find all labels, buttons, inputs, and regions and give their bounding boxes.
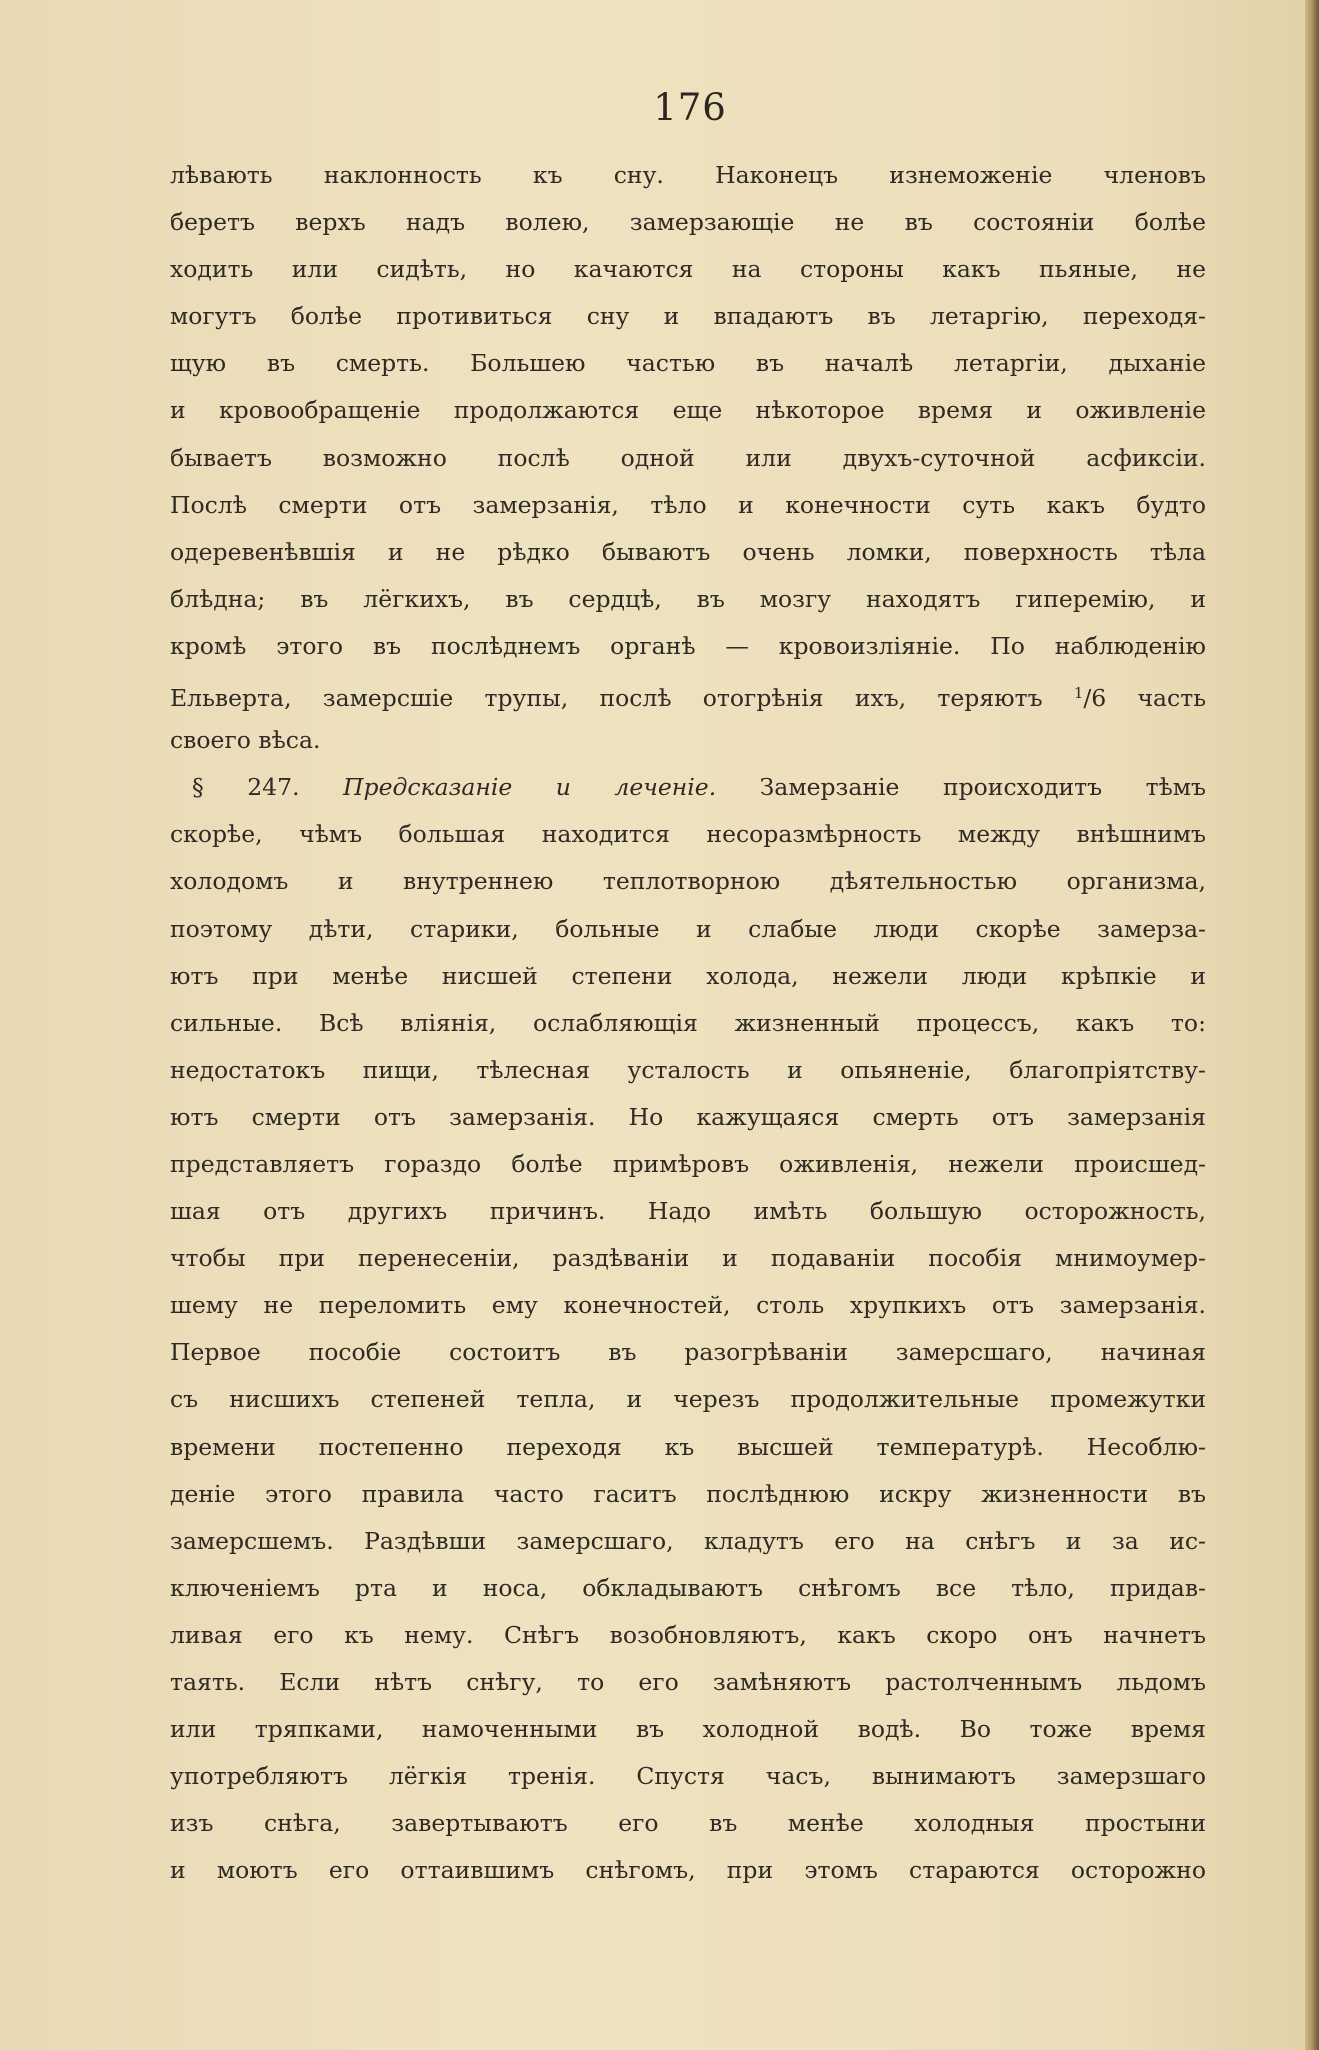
text-line: съ нисшихъ степеней тепла, и черезъ продолжительные промежутки — [170, 1385, 1206, 1414]
line-tail: часть — [1106, 684, 1206, 713]
text-line: ключеніемъ рта и носа, обкладываютъ снѣгомъ все тѣло, придав- — [170, 1573, 1206, 1602]
text-line: холодомъ и внутреннею теплотворною дѣятельностью организма, — [170, 867, 1206, 896]
text-line: беретъ верхъ надъ волею, замерзающіе не въ состояніи болѣе — [170, 208, 1206, 237]
text-line-with-fraction — [170, 670, 1206, 717]
text-line: блѣдна; въ лёгкихъ, въ сердцѣ, въ мозгу находятъ гиперемію, и — [170, 584, 1206, 613]
text-line: изъ снѣга, завертываютъ его въ менѣе холодныя простыни — [170, 1809, 1206, 1838]
text-line: бываетъ возможно послѣ одной или двухъ-суточной асфиксіи. — [170, 443, 1206, 472]
text-line: ходить или сидѣть, но качаются на стороны какъ пьяные, не — [170, 255, 1206, 284]
text-line: ютъ смерти отъ замерзанія. Но кажущаяся смерть отъ замерзанія — [170, 1102, 1206, 1131]
section-heading-line — [170, 764, 1206, 811]
text-line: могутъ болѣе противиться сну и впадаютъ въ летаргію, переходя- — [170, 302, 1206, 331]
text-line: кромѣ этого въ послѣднемъ органѣ — кровоизліяніе. По наблюденію — [170, 631, 1206, 660]
text-line: чтобы при перенесеніи, раздѣваніи и подаваніи пособія мнимоумер- — [170, 1244, 1206, 1273]
section-number: § 247. — [192, 773, 300, 802]
text-line: одеревенѣвшія и не рѣдко бываютъ очень ломки, поверхность тѣла — [170, 537, 1206, 566]
text-line: замерсшемъ. Раздѣвши замерсшаго, кладутъ его на снѣгъ и за ис- — [170, 1526, 1206, 1555]
text-line: времени постепенно переходя къ высшей температурѣ. Несоблю- — [170, 1432, 1206, 1461]
text-line: и кровообращеніе продолжаются еще нѣкоторое время и оживленіе — [170, 396, 1206, 425]
text-line: и моютъ его оттаившимъ снѣгомъ, при этомъ стараются осторожно — [170, 1856, 1206, 1885]
text-line: употребляютъ лёгкія тренія. Спустя часъ, вынимаютъ замерзшаго — [170, 1762, 1206, 1791]
text-line: шая отъ другихъ причинъ. Надо имѣть большую осторожность, — [170, 1197, 1206, 1226]
page-number: 176 — [653, 86, 727, 129]
body-text — [170, 152, 1206, 1894]
text-line: Первое пособіе состоитъ въ разогрѣваніи замерсшаго, начиная — [170, 1338, 1206, 1367]
text-line: щую въ смерть. Большею частью въ началѣ летаргіи, дыханіе — [170, 349, 1206, 378]
text-line: представляетъ гораздо болѣе примѣровъ оживленія, нежели происшед- — [170, 1149, 1206, 1178]
section-line-text: Замерзаніе происходитъ тѣмъ — [716, 773, 1206, 802]
text-line: или тряпками, намоченными въ холодной водѣ. Во тоже время — [170, 1715, 1206, 1744]
text-line: лѣвають наклонность къ сну. Наконецъ изнеможеніе членовъ — [170, 161, 1206, 189]
text-line: деніе этого правила часто гаситъ послѣднюю искру жизненности въ — [170, 1479, 1206, 1508]
text-line: Послѣ смерти отъ замерзанія, тѣло и конечности суть какъ будто — [170, 490, 1206, 519]
page-edge — [1305, 0, 1319, 2050]
fraction-slash: / — [1083, 684, 1092, 713]
fraction-numerator: 1 — [1073, 684, 1084, 703]
text-line: поэтому дѣти, старики, больные и слабые люди скорѣе замерза- — [170, 914, 1206, 943]
text-line: ливая его къ нему. Снѣгъ возобновляютъ, какъ скоро онъ начнетъ — [170, 1620, 1206, 1649]
text-line: своего вѣса. — [170, 726, 321, 755]
text-line: ютъ при менѣе нисшей степени холода, нежели люди крѣпкіе и — [170, 961, 1206, 990]
text-line: таять. Если нѣтъ снѣгу, то его замѣняютъ растолченнымъ льдомъ — [170, 1668, 1206, 1696]
text-line: недостатокъ пищи, тѣлесная усталость и опьяненіе, благопріятству- — [170, 1055, 1206, 1084]
text-line: шему не переломить ему конечностей, столь хрупкихъ отъ замерзанія. — [170, 1291, 1206, 1320]
line-text: Ельверта, замерсшіе трупы, послѣ отогрѣнія ихъ, теряютъ — [170, 684, 1043, 713]
text-line: скорѣе, чѣмъ большая находится несоразмѣрность между внѣшнимъ — [170, 820, 1206, 849]
section-title: Предсказаніе и леченіе. — [343, 773, 717, 802]
fraction-denominator: 6 — [1091, 684, 1107, 713]
text-line: сильные. Всѣ вліянія, ослабляющія жизненный процессъ, какъ то: — [170, 1008, 1206, 1037]
